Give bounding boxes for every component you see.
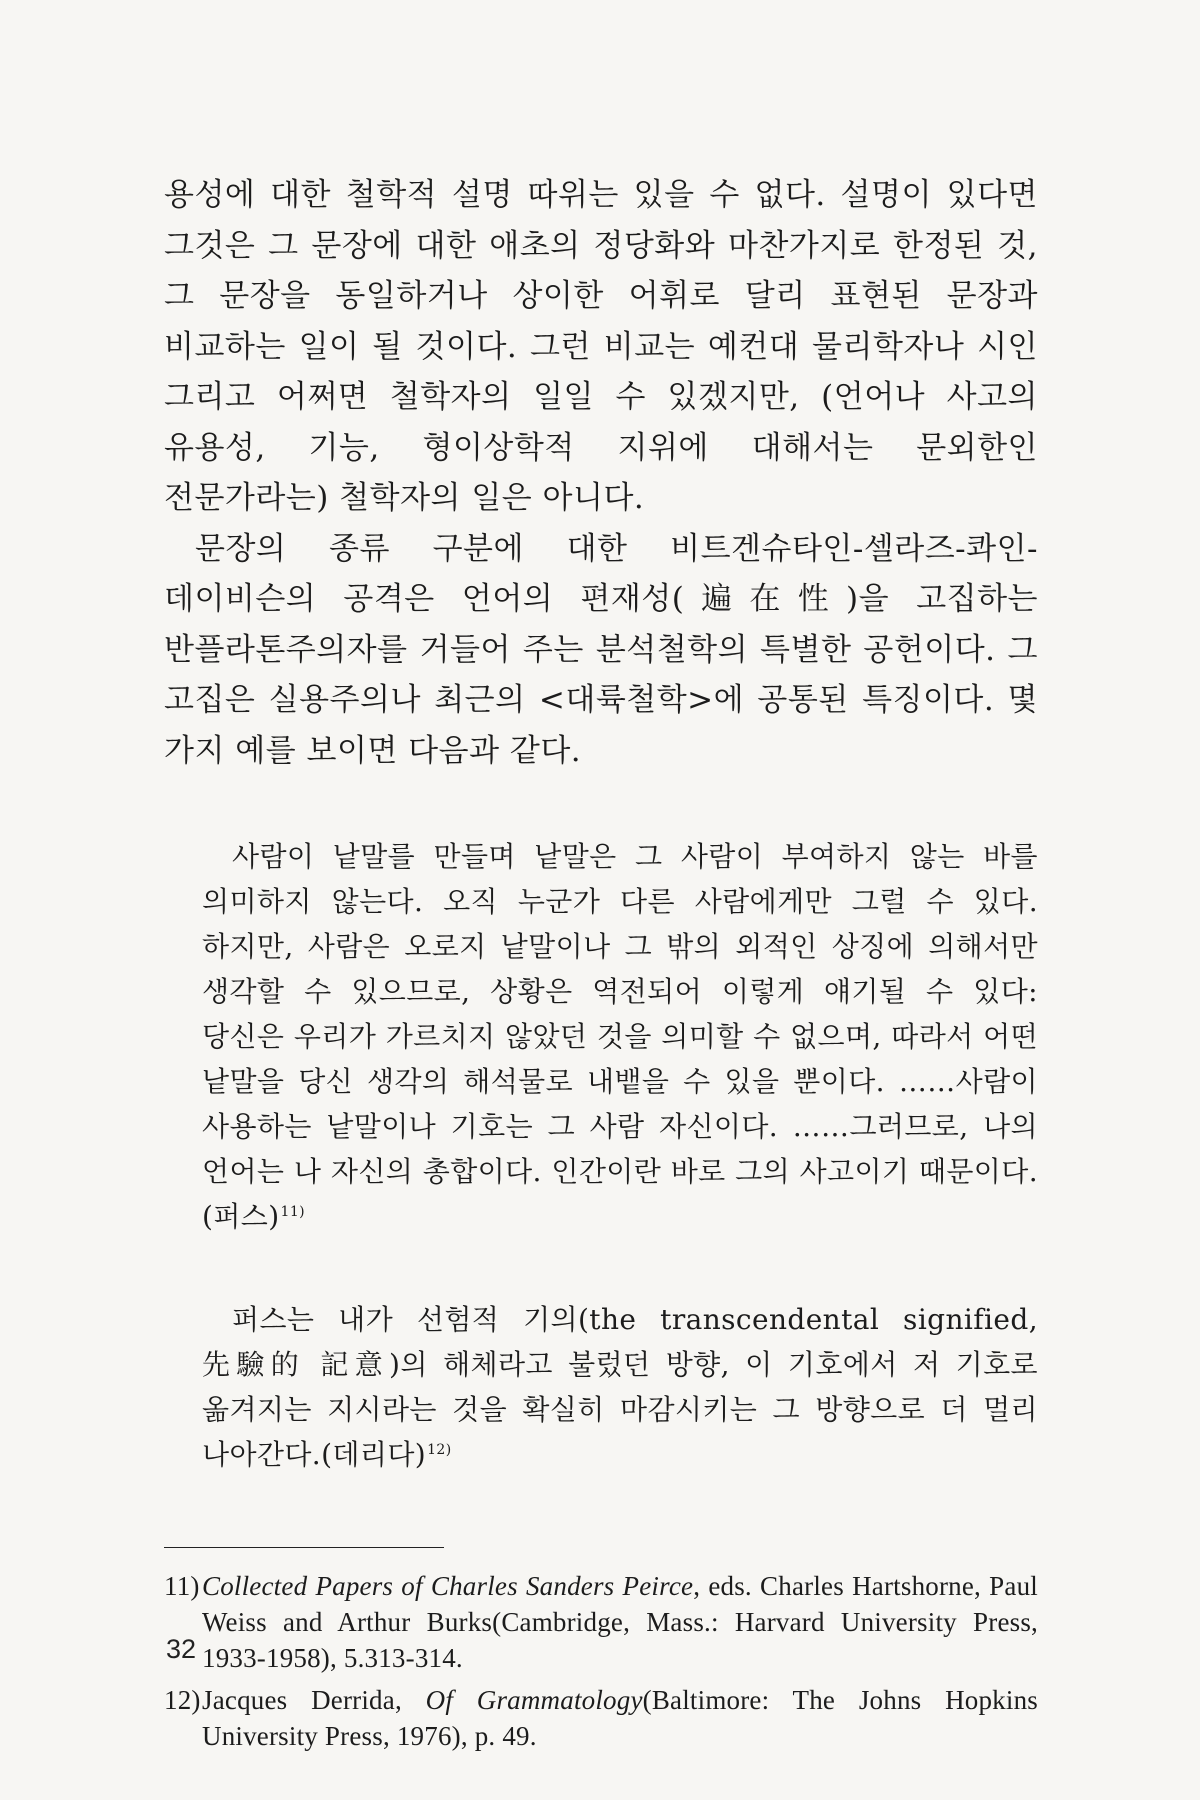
block-quote-peirce <box>202 834 1038 1239</box>
block-quote-derrida <box>202 1297 1038 1477</box>
quote-text: 사람이 낱말를 만들며 낱말은 그 사람이 부여하지 않는 바를 의미하지 않는다. 오직 누군가 다른 사람에게만 그럴 수 있다. 하지만, 사람은 오로지 낱말이나 그 밖의 외적인 상징에 의해서만 생각할 수 있으므로, 상황은 역전되어 이렇게 얘기될 수 있다: 당신은 우리가 가르치지 않았던 것을 의미할 수 없으며, 따라서 어떤 낱말을 당신 생각의 해석물로 내뱉을 수 있을 뿐이다. ……사람이 사용하는 낱말이나 기호는 그 사람 자신이다. ……그러므로, 나의 언어는 나 자신의 총합이다. 인간이란 바로 그의 사고이기 때문이다.(퍼스) <box>202 840 1038 1233</box>
footnote-ref-12[interactable]: 12) <box>427 1441 452 1458</box>
page-content <box>164 170 1038 1760</box>
footnote-12 <box>164 1682 1038 1754</box>
footnote-divider <box>164 1547 444 1548</box>
quote-text: 퍼스는 내가 선험적 기의(the transcendental signified, 先驗的 記意)의 해체라고 불렀던 방향, 이 기호에서 저 기호로 옮겨지는 지시라는 것을 확실히 마감시키는 그 방향으로 더 멀리 나아간다.(데리다) <box>202 1303 1038 1471</box>
footnote-author: Jacques Derrida, <box>202 1685 426 1715</box>
footnote-number: 11) <box>164 1571 200 1601</box>
body-paragraph-2: 문장의 종류 구분에 대한 비트겐슈타인-셀라즈-콰인-데이비슨의 공격은 언어의 편재성(遍在性)을 고집하는 반플라톤주의자를 거들어 주는 분석철학의 특별한 공헌이다. 그 고집은 실용주의나 최근의 <대륙철학>에 공통된 특징이다. 몇 가지 예를 보이면 다음과 같다. <box>164 530 1038 769</box>
footnote-11 <box>164 1568 1038 1676</box>
footnote-details: (Baltimore: The Johns Hopkins University Press, 1976), p. 49. <box>202 1685 1038 1751</box>
footnote-number: 12) <box>164 1685 201 1715</box>
footnote-ref-11[interactable]: 11) <box>280 1203 306 1220</box>
block-quote-derrida-text <box>202 1297 1038 1477</box>
footnote-details: , eds. Charles Hartshorne, Paul Weiss and Arthur Burks(Cambridge, Mass.: Harvard University Press, 1933-1958), 5.313-314. <box>202 1571 1038 1673</box>
footnote-title: Collected Papers of Charles Sanders Peirce <box>202 1571 694 1601</box>
body-paragraph-1: 용성에 대한 철학적 설명 따위는 있을 수 없다. 설명이 있다면 그것은 그 문장에 대한 애초의 정당화와 마찬가지로 한정된 것, 그 문장을 동일하거나 상이한 어휘로 달리 표현된 문장과 비교하는 일이 될 것이다. 그런 비교는 예컨대 물리학자나 시인 그리고 어쩌면 철학자의 일일 수 있겠지만, (언어나 사고의 유용성, 기능, 형이상학적 지위에 대해서는 문외한인 전문가라는) 철학자의 일은 아니다. <box>164 177 1038 516</box>
page-number: 32 <box>166 1634 197 1664</box>
block-quote-peirce-text <box>202 834 1038 1239</box>
footnote-text <box>202 1682 1038 1754</box>
footnote-title: Of Grammatology <box>425 1685 643 1715</box>
footnote-text <box>202 1568 1038 1676</box>
footnotes <box>164 1568 1038 1754</box>
